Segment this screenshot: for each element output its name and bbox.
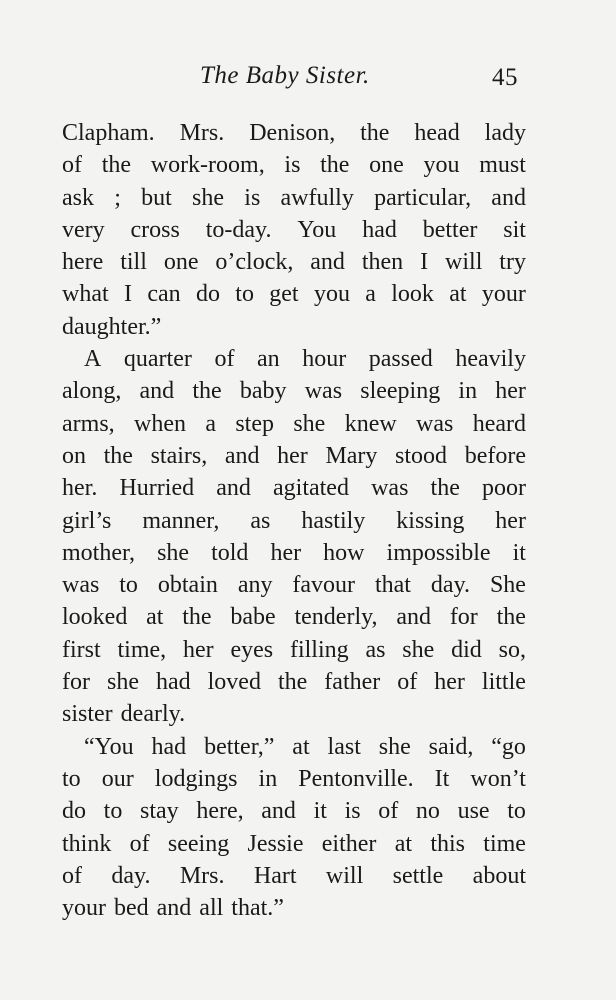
word: the xyxy=(192,378,222,405)
word: better xyxy=(422,216,478,243)
word: as xyxy=(250,507,271,534)
word: and xyxy=(224,442,260,469)
word: and xyxy=(396,604,432,631)
word: on xyxy=(62,442,86,469)
word: work-room, xyxy=(150,152,265,179)
word: she xyxy=(157,539,190,566)
running-head xyxy=(0,62,616,102)
word: in xyxy=(458,378,478,405)
word: at xyxy=(449,281,467,308)
text-line xyxy=(62,537,526,569)
word: lady xyxy=(484,120,526,146)
word: and xyxy=(139,378,175,405)
word: her xyxy=(495,507,526,534)
text-line xyxy=(62,569,526,601)
text-line xyxy=(62,343,526,375)
word: was xyxy=(62,572,100,599)
word: arms, xyxy=(62,410,115,437)
word: settle xyxy=(392,862,444,889)
word: girl’s xyxy=(62,507,112,534)
word: of xyxy=(62,862,82,889)
word: had xyxy=(155,669,191,696)
word: very xyxy=(62,216,105,243)
word: did xyxy=(451,636,482,663)
word: one xyxy=(369,152,404,179)
word: this xyxy=(430,830,465,857)
word: poor xyxy=(482,475,526,502)
text-line xyxy=(62,375,526,407)
word: as xyxy=(365,636,386,663)
text-line xyxy=(62,408,526,440)
word: for xyxy=(62,669,90,696)
word: a xyxy=(365,281,376,308)
word: she xyxy=(402,636,435,663)
word: to xyxy=(119,572,138,599)
word: of xyxy=(214,346,235,373)
word: your xyxy=(481,281,526,308)
text-line xyxy=(62,763,526,795)
word: the xyxy=(101,152,132,179)
word: Hart xyxy=(253,862,297,889)
word: do xyxy=(195,281,220,308)
word: but xyxy=(141,184,172,211)
word: the xyxy=(320,152,350,179)
text-line xyxy=(62,278,526,310)
word: and xyxy=(216,475,251,502)
word: day. xyxy=(430,572,471,599)
word: was xyxy=(371,475,409,502)
word: the xyxy=(430,475,460,502)
word: how xyxy=(323,539,365,566)
word: her xyxy=(495,378,526,405)
word: and xyxy=(261,798,296,825)
word: knew xyxy=(344,410,397,437)
word: is xyxy=(284,152,301,179)
word: Hurried xyxy=(119,475,195,502)
word: seeing xyxy=(167,830,230,857)
word: she xyxy=(378,733,411,760)
word: Jessie xyxy=(247,830,304,857)
word: one xyxy=(163,249,199,276)
word: here xyxy=(62,249,104,276)
word: is xyxy=(244,184,261,211)
word: to xyxy=(507,798,526,825)
text-line: daughter.” xyxy=(62,313,162,340)
word: It xyxy=(434,765,450,792)
word: looked xyxy=(62,604,128,631)
text-line xyxy=(62,246,526,278)
word: you xyxy=(313,281,350,308)
word: cross xyxy=(130,216,180,243)
word: last xyxy=(327,733,361,760)
word: to xyxy=(62,765,81,792)
word: of xyxy=(129,830,150,857)
word: tenderly, xyxy=(294,604,378,631)
word: the xyxy=(496,604,526,631)
word: is xyxy=(344,798,361,825)
word: favour xyxy=(292,572,356,599)
word: the xyxy=(182,604,212,631)
word: Mrs. xyxy=(179,862,225,889)
word: of xyxy=(378,798,399,825)
word: she xyxy=(106,669,139,696)
word: the xyxy=(360,120,390,146)
word: at xyxy=(292,733,310,760)
word: o’clock, xyxy=(215,249,294,276)
word: it xyxy=(512,539,526,566)
word: get xyxy=(269,281,299,308)
word: heard xyxy=(472,410,526,437)
word: baby xyxy=(239,378,287,405)
word: and xyxy=(491,184,526,211)
word: sleeping xyxy=(360,378,441,405)
word: along, xyxy=(62,378,122,405)
word: ; xyxy=(114,184,121,211)
word: to-day. xyxy=(205,216,272,243)
text-line xyxy=(62,214,526,246)
text-line xyxy=(62,731,526,763)
text-line xyxy=(62,472,526,504)
word: stood xyxy=(395,442,448,469)
word: You xyxy=(297,216,337,243)
word: she xyxy=(192,184,225,211)
word: will xyxy=(445,249,483,276)
running-title: The Baby Sister. xyxy=(200,62,370,89)
word: first xyxy=(62,636,101,663)
word: told xyxy=(211,539,249,566)
word: step xyxy=(235,410,274,437)
text-line xyxy=(62,666,526,698)
text-line: sister dearly. xyxy=(62,701,186,728)
word: particular, xyxy=(374,184,472,211)
word: obtain xyxy=(157,572,218,599)
text-line xyxy=(62,117,526,149)
word: either xyxy=(321,830,377,857)
word: stay xyxy=(139,798,179,825)
word: think xyxy=(62,830,112,857)
word: her xyxy=(434,669,465,696)
word: to xyxy=(103,798,123,825)
word: an xyxy=(257,346,280,373)
word: time xyxy=(483,830,526,857)
body-text xyxy=(62,117,526,924)
word: was xyxy=(416,410,454,437)
word: passed xyxy=(368,346,433,373)
word: Mary xyxy=(325,442,378,469)
word: her xyxy=(277,442,308,469)
word: head xyxy=(414,120,460,146)
word: look xyxy=(391,281,434,308)
word: of xyxy=(62,152,82,179)
word: Denison, xyxy=(249,120,336,146)
word: the xyxy=(103,442,133,469)
word: do xyxy=(62,798,86,825)
word: will xyxy=(325,862,364,889)
word: use xyxy=(457,798,490,825)
word: what xyxy=(62,281,109,308)
word: Mrs. xyxy=(179,120,225,146)
word: was xyxy=(304,378,343,405)
word: then xyxy=(361,249,404,276)
word: filling xyxy=(289,636,349,663)
word: manner, xyxy=(142,507,220,534)
text-line: your bed and all that.” xyxy=(62,895,284,922)
word: when xyxy=(134,410,186,437)
word: mother, xyxy=(62,539,136,566)
word: till xyxy=(120,249,147,276)
word: her xyxy=(182,636,214,663)
page-number: 45 xyxy=(492,64,518,91)
word: she xyxy=(293,410,326,437)
word: said, xyxy=(428,733,474,760)
word: stairs, xyxy=(150,442,208,469)
word: quarter xyxy=(123,346,192,373)
word: her xyxy=(270,539,302,566)
text-line xyxy=(62,440,526,472)
word: ask xyxy=(62,184,94,211)
word: Clapham. xyxy=(62,120,155,146)
text-line xyxy=(62,149,526,181)
word: her. xyxy=(62,475,98,502)
word: A xyxy=(84,346,102,373)
word: before xyxy=(464,442,526,469)
word: She xyxy=(489,572,526,599)
word: day. xyxy=(111,862,151,889)
word: kissing xyxy=(396,507,465,534)
word: won’t xyxy=(470,765,526,792)
word: at xyxy=(394,830,413,857)
word: any xyxy=(237,572,273,599)
word: about xyxy=(472,862,526,889)
word: here, xyxy=(196,798,244,825)
word: you xyxy=(423,152,460,179)
word: awfully xyxy=(280,184,354,211)
text-line xyxy=(62,505,526,537)
word: the xyxy=(277,669,308,696)
word: had xyxy=(362,216,397,243)
word: lodgings xyxy=(154,765,238,792)
word: eyes xyxy=(230,636,274,663)
word: it xyxy=(313,798,327,825)
word: better,” xyxy=(204,733,275,760)
word: that xyxy=(374,572,411,599)
text-line xyxy=(62,601,526,633)
word: heavily xyxy=(455,346,526,373)
word: time, xyxy=(117,636,167,663)
word: can xyxy=(147,281,181,308)
word: to xyxy=(235,281,254,308)
text-line xyxy=(62,860,526,892)
word: impossible xyxy=(386,539,491,566)
word: father xyxy=(324,669,381,696)
word: I xyxy=(420,249,429,276)
word: of xyxy=(397,669,418,696)
word: “go xyxy=(491,733,526,760)
word: I xyxy=(123,281,132,308)
word: Pentonville. xyxy=(298,765,414,792)
word: little xyxy=(481,669,526,696)
text-line xyxy=(62,634,526,666)
word: no xyxy=(415,798,440,825)
word: at xyxy=(146,604,164,631)
word: must xyxy=(479,152,526,179)
word: in xyxy=(258,765,278,792)
word: had xyxy=(151,733,187,760)
text-line xyxy=(62,828,526,860)
text-line xyxy=(62,182,526,214)
word: and xyxy=(310,249,345,276)
word: our xyxy=(101,765,134,792)
word: a xyxy=(205,410,216,437)
word: babe xyxy=(230,604,276,631)
word: so, xyxy=(498,636,526,663)
word: hastily xyxy=(301,507,366,534)
word: for xyxy=(449,604,478,631)
word: sit xyxy=(503,216,526,243)
text-line xyxy=(62,795,526,827)
word: hour xyxy=(302,346,347,373)
word: “You xyxy=(84,733,134,760)
word: loved xyxy=(207,669,261,696)
word: agitated xyxy=(273,475,349,502)
word: try xyxy=(499,249,526,276)
